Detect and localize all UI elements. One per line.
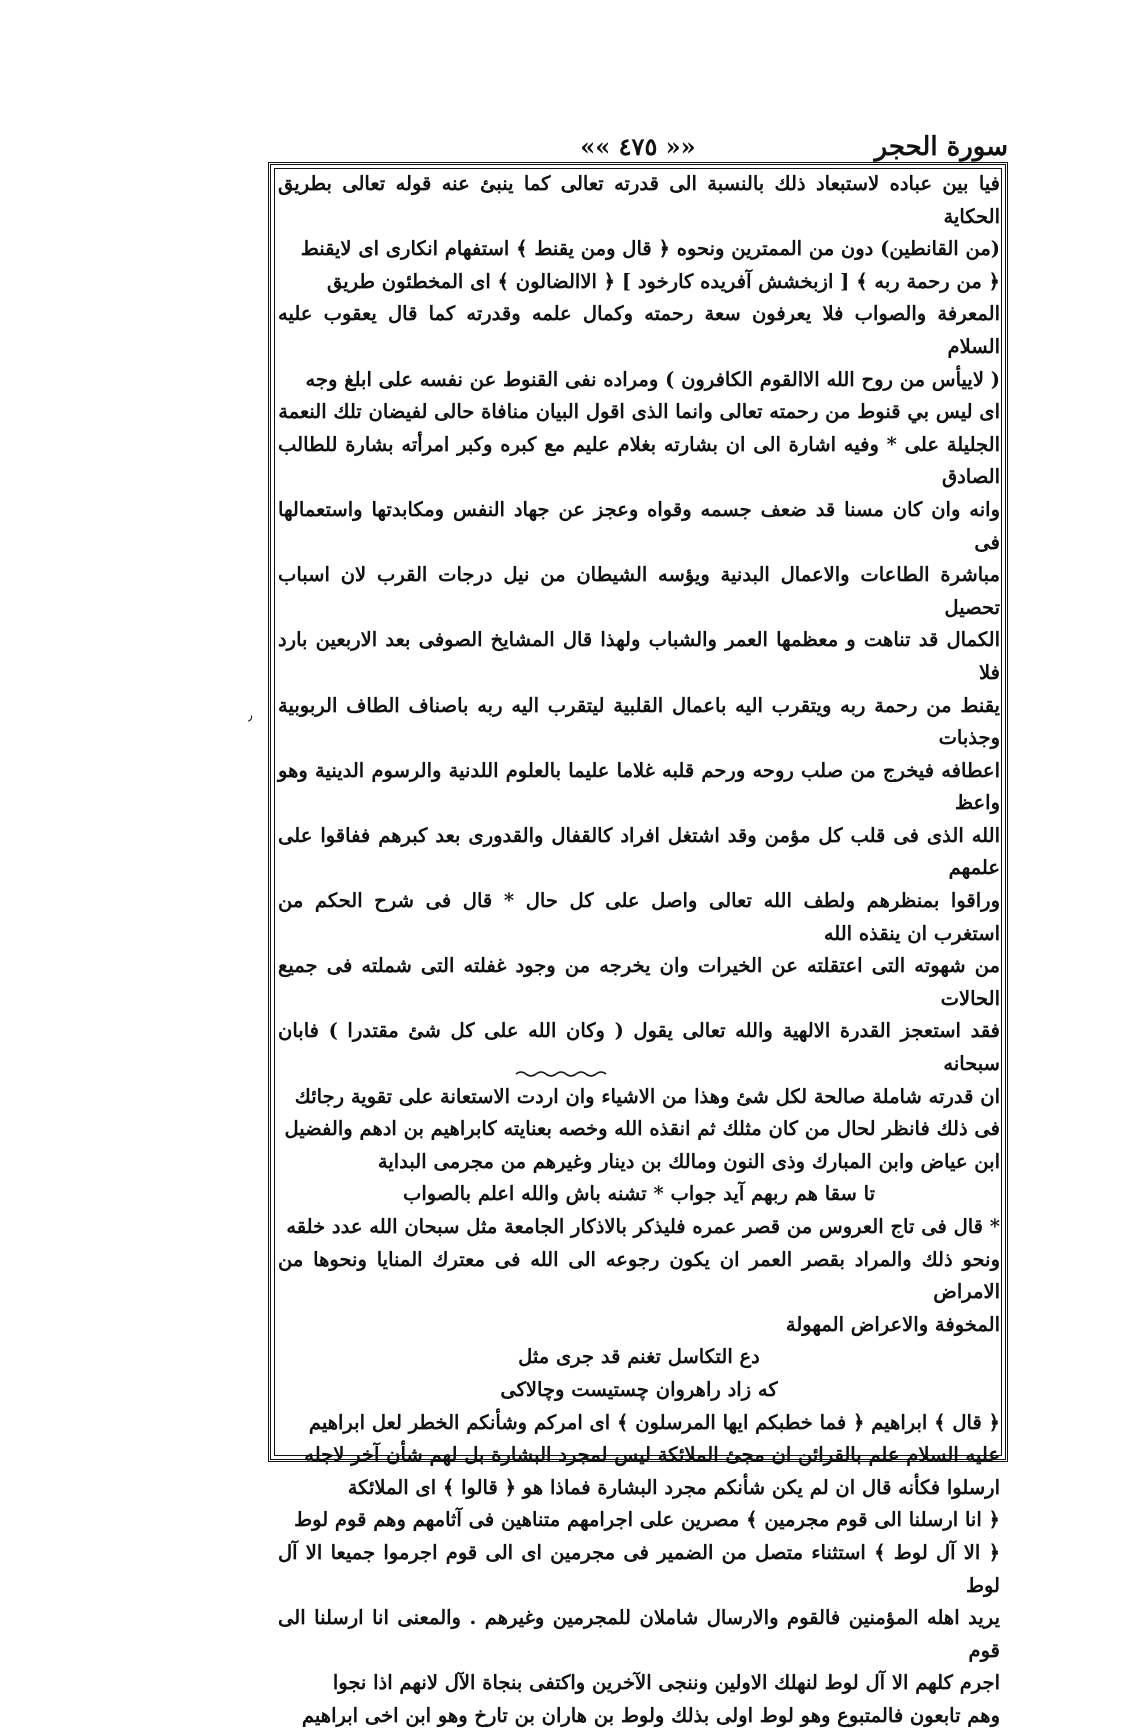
text-line: ارسلوا فكأنه قال ان لم يكن شأنكم مجرد البشارة فماذا هو ﴿ قالوا ﴾ اى الملائكة: [347, 1475, 1000, 1499]
page-number: «« ٤٧٥ »»: [580, 132, 696, 161]
text-line: الله الذى فى قلب كل مؤمن وقد اشتغل افراد كالقفال والقدورى بعد كبرهم ففاقوا على علمهم: [278, 823, 1000, 880]
text-line: يريد اهله المؤمنين فالقوم والارسال شاملان للمجرمين وغيرهم . والمعنى انا ارسلنا الى قوم: [278, 1606, 1000, 1662]
text-line: المخوفة والاعراض المهولة: [785, 1312, 1000, 1336]
text-line: اى ليس بي قنوط من رحمته تعالى وانما الذى اقول البيان منافاة حالى لفيضان تلك النعمة: [278, 400, 1000, 424]
squiggle-underline: [516, 1070, 606, 1078]
text-line: الكمال قد تناهت و معظمها العمر والشباب ولهذا قال المشايخ الصوفى بعد الاربعين بارد فلا: [278, 628, 1000, 684]
text-line: ﴿ قال ﴾ ابراهيم ﴿ فما خطبكم ايها المرسلون ﴾ اى امركم وشأنكم الخطر لعل ابراهيم: [308, 1410, 1000, 1434]
surah-title: سورة الحجر: [874, 132, 1008, 162]
text-line: ﴿ الا آل لوط ﴾ استثناء متصل من الضمير فى مجرمين اى الى قوم اجرموا جميعا الا آل لوط: [278, 1540, 1000, 1597]
text-line: ﴿ من رحمة ربه ﴾ [ ازبخشش آفريده كارخود ] ﴿ الاالضالون ﴾ اى المخطئون طريق: [327, 269, 1000, 293]
margin-mark: ٫: [248, 708, 253, 724]
verse-line: دع التكاسل تغنم قد جرى مثل: [518, 1345, 760, 1369]
text-line: ونحو ذلك والمراد بقصر العمر ان يكون رجوعه الى الله فى معترك المنايا ونحوها من الامراض: [278, 1247, 1000, 1304]
text-line: (من القانطين) دون من الممترين ونحوه ﴿ قال ومن يقنط ﴾ استفهام انكارى اى لايقنط: [300, 237, 1000, 261]
verse-line: تا سقا هم ربهم آيد جواب * تشنه باش والله اعلم بالصواب: [402, 1182, 876, 1206]
text-line: فى ذلك فانظر لحال من كان مثلك ثم انقذه الله وخصه بعنايته كابراهيم بن ادهم والفضيل: [284, 1117, 1000, 1141]
text-line: من شهوته التى اعتقلته عن الخيرات وان يخرجه من وجود غفلته التى شملته فى جميع الحالات: [278, 954, 1000, 1010]
text-line: وهم تابعون فالمتبوع وهو لوط اولى بذلك ولوط بن هاران بن تارخ وهو ابن اخى ابراهيم: [301, 1703, 1000, 1727]
text-line: ابن عياض وابن المبارك وذى النون ومالك بن دينار وغيرهم من مجرمى البداية: [377, 1149, 1000, 1173]
text-line: الجليلة على * وفيه اشارة الى ان بشارته بغلام عليم مع كبره وكبر امرأته بشارة للطالب الصادق: [278, 432, 1000, 489]
text-line: المعرفة والصواب فلا يعرفون سعة رحمته وكمال علمه وقدرته كما قال يعقوب عليه السلام: [278, 302, 1000, 358]
text-line: ﴿ انا ارسلنا الى قوم مجرمين ﴾ مصرين على اجرامهم متناهين فى آثامهم وهم قوم لوط: [294, 1508, 1000, 1532]
text-line: اعطافه فيخرج من صلب روحه ورحم قلبه غلاما عليما بالعلوم اللدنية والرسوم الدينية وهو واعظ: [278, 758, 1000, 815]
text-line: وانه وان كان مسنا قد ضعف جسمه وقواه وعجز عن جهاد النفس ومكابدتها واستعمالها فى: [278, 497, 1000, 554]
text-line: فيا بين عباده لاستبعاد ذلك بالنسبة الى قدرته تعالى كما ينبئ عنه قوله تعالى بطريق الحكاية: [278, 172, 1000, 228]
text-line: ان قدرته شاملة صالحة لكل شئ وهذا من الاشياء وان اردت الاستعانة على تقوية رجائك: [294, 1084, 1000, 1108]
text-line: ( لاييأس من روح الله الاالقوم الكافرون ) ومراده نفى القنوط عن نفسه على ابلغ وجه: [305, 367, 1000, 391]
text-line: فقد استعجز القدرة الالهية والله تعالى يقول ( وكان الله على كل شئ مقتدرا ) فابان سبحانه: [278, 1019, 1000, 1076]
page-header: [268, 132, 1008, 162]
text-line: * قال فى تاج العروس من قصر عمره فليذكر بالاذكار الجامعة مثل سبحان الله عدد خلقه: [286, 1215, 1000, 1238]
text-line: عليه السلام علم بالقرائن ان مجئ الملائكة ليس لمجرد البشارة بل لهم شأن آخر لاجله: [304, 1443, 1000, 1467]
verse-line: كه زاد راهروان چستيست وچالاكى: [500, 1377, 778, 1401]
body-text: [278, 168, 1000, 1727]
text-line: مباشرة الطاعات والاعمال البدنية ويؤسه الشيطان من نيل درجات القرب لان اسباب تحصيل: [278, 563, 1000, 619]
text-line: يقنط من رحمة ربه ويتقرب اليه باعمال القلبية ليتقرب اليه ربه باصناف الطاف الربوبية وجذبات: [278, 693, 1000, 750]
text-line: اجرم كلهم الا آل لوط لنهلك الاولين وننجى الآخرين واكتفى بنجاة الآل لانهم اذا نجوا: [332, 1671, 1000, 1695]
text-line: وراقوا بمنظرهم ولطف الله تعالى واصل على كل حال * قال فى شرح الحكم من استغرب ان ينقذه الله: [278, 889, 1000, 945]
